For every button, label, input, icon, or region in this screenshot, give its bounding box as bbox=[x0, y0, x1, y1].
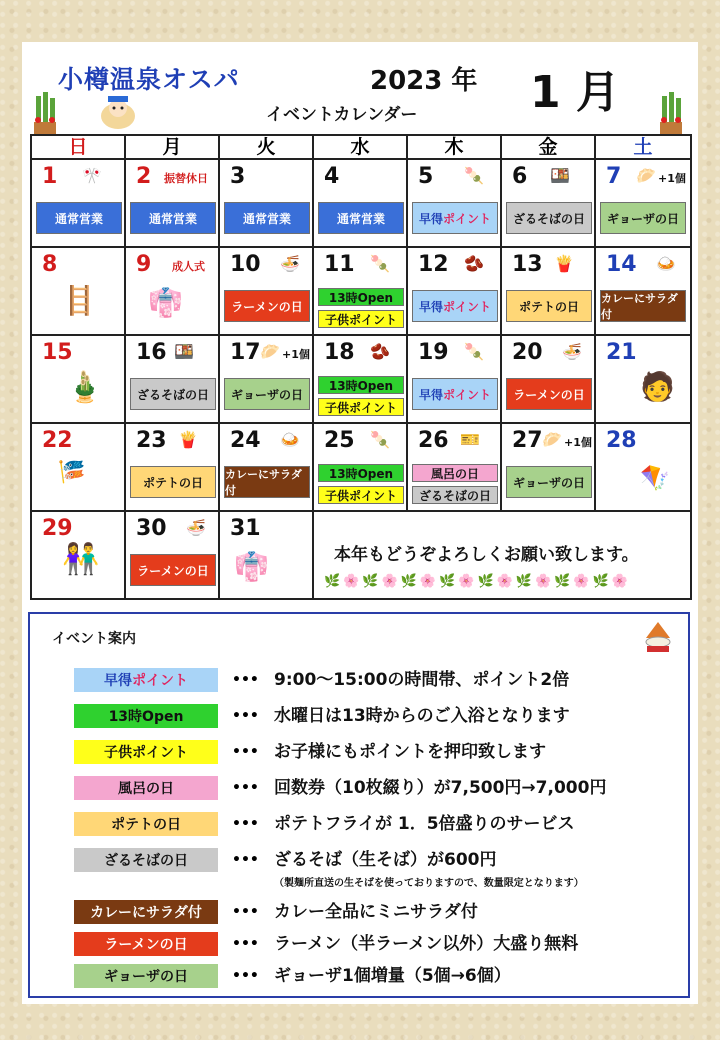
day-cell-23 bbox=[125, 423, 219, 511]
guide-row-curry bbox=[74, 900, 684, 926]
guide-dots: ••• bbox=[232, 816, 259, 832]
gyoza-icon: 🥟 bbox=[636, 166, 656, 185]
guide-row-gyoza bbox=[74, 964, 684, 990]
event-1300open: 13時Open bbox=[318, 464, 404, 482]
event-ramen: ラーメンの日 bbox=[506, 378, 592, 410]
dango-icon: 🍡 bbox=[370, 430, 390, 449]
day-cell-22 bbox=[31, 423, 125, 511]
calendar-grid bbox=[30, 134, 692, 600]
guide-desc-potato: ポテトフライが 1．5倍盛りのサービス bbox=[274, 814, 575, 834]
guide-chip-zaru: ざるそばの日 bbox=[74, 848, 218, 872]
event-kodomo: 子供ポイント bbox=[318, 398, 404, 416]
day-number: 1 bbox=[42, 164, 58, 189]
guide-dots: ••• bbox=[232, 744, 259, 760]
guide-dots: ••• bbox=[232, 852, 259, 868]
guide-dots: ••• bbox=[232, 936, 259, 952]
kadomatsu-right-icon bbox=[658, 92, 684, 140]
guide-dots: ••• bbox=[232, 672, 259, 688]
day-cell-18 bbox=[313, 335, 407, 423]
day-cell-2 bbox=[125, 159, 219, 247]
point-word: ポイント bbox=[443, 387, 492, 402]
guide-row-ramen bbox=[74, 932, 684, 958]
event-kodomo: 子供ポイント bbox=[318, 310, 404, 328]
guide-desc-kodomo: お子様にもポイントを押印致します bbox=[274, 742, 546, 762]
point-word: ポイント bbox=[443, 299, 492, 314]
day-cell-5 bbox=[407, 159, 501, 247]
calendar-month: 1 月 bbox=[530, 67, 620, 118]
day-cell-13 bbox=[501, 247, 595, 335]
day-cell-16 bbox=[125, 335, 219, 423]
guide-desc-curry: カレー全品にミニサラダ付 bbox=[274, 902, 478, 922]
flag-garland-icon: 🎏 bbox=[58, 460, 86, 485]
guide-desc-hayatoku: 9:00～15:00の時間帯、ポイント2倍 bbox=[274, 670, 570, 690]
day-number: 11 bbox=[324, 252, 355, 277]
day-cell-15 bbox=[31, 335, 125, 423]
bean-icon: 🫘 bbox=[464, 254, 484, 273]
day-cell-11 bbox=[313, 247, 407, 335]
weekday-header-row bbox=[31, 135, 691, 159]
event-gyoza: ギョーザの日 bbox=[506, 466, 592, 498]
day-number: 10 bbox=[230, 252, 261, 277]
event-gyoza: ギョーザの日 bbox=[600, 202, 686, 234]
day-number: 20 bbox=[512, 340, 543, 365]
plus-one-label: +1個 bbox=[658, 172, 686, 185]
bean-icon: 🫘 bbox=[370, 342, 390, 361]
day-cell-26 bbox=[407, 423, 501, 511]
point-word: ポイント bbox=[443, 211, 492, 226]
guide-chip-furo: 風呂の日 bbox=[74, 776, 218, 800]
day-cell-14 bbox=[595, 247, 691, 335]
weekday-sat: 土 bbox=[595, 135, 691, 159]
event-potato: ポテトの日 bbox=[130, 466, 216, 498]
new-year-greeting: 本年もどうぞよろしくお願い致します。 bbox=[334, 545, 639, 565]
week-row-3 bbox=[31, 335, 691, 423]
event-hayatoku: 早得 ポイント bbox=[412, 290, 498, 322]
day-number: 23 bbox=[136, 428, 167, 453]
day-number: 17 bbox=[230, 340, 261, 365]
greeting-cell bbox=[313, 511, 691, 599]
day-number: 2 bbox=[136, 164, 152, 189]
dango-icon: 🍡 bbox=[370, 254, 390, 273]
guide-note-zaru: （製麺所直送の生そばを使っておりますので、数量限定となります） bbox=[274, 878, 584, 889]
person-eating-icon: 🧑 bbox=[640, 370, 675, 403]
guide-title: イベント案内 bbox=[52, 631, 136, 647]
coming-of-age-people-icon: 👘 bbox=[148, 286, 183, 319]
day-cell-4 bbox=[313, 159, 407, 247]
day-cell-6 bbox=[501, 159, 595, 247]
weekday-thu: 木 bbox=[407, 135, 501, 159]
plus-one-label: +1個 bbox=[564, 436, 592, 449]
lucky-god-icon bbox=[98, 94, 138, 134]
weekday-sun: 日 bbox=[31, 135, 125, 159]
event-curry: カレーにサラダ付 bbox=[224, 466, 310, 498]
guide-chip-curry: カレーにサラダ付 bbox=[74, 900, 218, 924]
day-number: 14 bbox=[606, 252, 637, 277]
new-year-sun-icon: 🎌 bbox=[82, 166, 102, 185]
day-cell-19 bbox=[407, 335, 501, 423]
calendar-subtitle: イベントカレンダー bbox=[266, 105, 418, 125]
guide-row-zaru bbox=[74, 848, 684, 889]
event-zaru: ざるそばの日 bbox=[130, 378, 216, 410]
guide-chip-ramen: ラーメンの日 bbox=[74, 932, 218, 956]
guide-desc-gyoza: ギョーザ1個増量（5個→6個） bbox=[274, 966, 511, 986]
guide-row-kodomo bbox=[74, 740, 684, 766]
event-1300open: 13時Open bbox=[318, 376, 404, 394]
event-gyoza: ギョーザの日 bbox=[224, 378, 310, 410]
gyoza-icon: 🥟 bbox=[260, 342, 280, 361]
day-cell-27 bbox=[501, 423, 595, 511]
event-normal: 通常営業 bbox=[36, 202, 122, 234]
calendar-sheet bbox=[22, 42, 698, 1004]
event-normal: 通常営業 bbox=[224, 202, 310, 234]
guide-chip-hayatoku: 早得 ポイント bbox=[74, 668, 218, 692]
day-cell-9 bbox=[125, 247, 219, 335]
event-normal: 通常営業 bbox=[130, 202, 216, 234]
zaru-soba-icon: 🍱 bbox=[550, 166, 570, 185]
curry-icon: 🍛 bbox=[656, 254, 676, 273]
day-number: 9 bbox=[136, 252, 152, 277]
guide-desc-ramen: ラーメン（半ラーメン以外）大盛り無料 bbox=[274, 934, 579, 954]
day-cell-25 bbox=[313, 423, 407, 511]
weekday-wed: 水 bbox=[313, 135, 407, 159]
day-cell-8 bbox=[31, 247, 125, 335]
event-hayatoku: 早得 ポイント bbox=[412, 202, 498, 234]
day-cell-10 bbox=[219, 247, 313, 335]
weekday-mon: 月 bbox=[125, 135, 219, 159]
day-number: 18 bbox=[324, 340, 355, 365]
day-number: 8 bbox=[42, 252, 58, 277]
pine-garland-icon: 🌿🌸🌿🌸🌿🌸🌿🌸🌿🌸🌿🌸🌿🌸🌿🌸 bbox=[324, 574, 631, 589]
guide-dots: ••• bbox=[232, 780, 259, 796]
kite-flying-icon: 🪁 bbox=[640, 464, 670, 492]
kagami-mochi-icon bbox=[644, 622, 672, 656]
day-number: 29 bbox=[42, 516, 73, 541]
guide-chip-kodomo: 子供ポイント bbox=[74, 740, 218, 764]
day-number: 3 bbox=[230, 164, 246, 189]
weekday-fri: 金 bbox=[501, 135, 595, 159]
bath-ticket-icon: 🎫 bbox=[460, 430, 480, 449]
event-furo: 風呂の日 bbox=[412, 464, 498, 482]
guide-desc-zaru: ざるそば（生そば）が600円 bbox=[274, 850, 497, 870]
ramen-chef-icon: 🍜 bbox=[562, 342, 582, 361]
facility-title: 小樽温泉オスパ bbox=[58, 65, 240, 94]
day-cell-3 bbox=[219, 159, 313, 247]
event-ramen: ラーメンの日 bbox=[224, 290, 310, 322]
guide-dots: ••• bbox=[232, 708, 259, 724]
day-cell-31 bbox=[219, 511, 313, 599]
guide-dots: ••• bbox=[232, 904, 259, 920]
day-number: 15 bbox=[42, 340, 73, 365]
day-number: 5 bbox=[418, 164, 434, 189]
day-number: 16 bbox=[136, 340, 167, 365]
event-zaru: ざるそばの日 bbox=[506, 202, 592, 234]
week-row-1 bbox=[31, 159, 691, 247]
event-kodomo: 子供ポイント bbox=[318, 486, 404, 504]
day-number: 21 bbox=[606, 340, 637, 365]
curry-icon: 🍛 bbox=[280, 430, 300, 449]
day-number: 22 bbox=[42, 428, 73, 453]
day-cell-7 bbox=[595, 159, 691, 247]
plus-one-label: +1個 bbox=[282, 348, 310, 361]
event-1300open: 13時Open bbox=[318, 288, 404, 306]
day-number: 13 bbox=[512, 252, 543, 277]
ramen-chef-icon: 🍜 bbox=[186, 518, 206, 537]
dango-icon: 🍡 bbox=[464, 342, 484, 361]
event-normal: 通常営業 bbox=[318, 202, 404, 234]
potato-fries-icon: 🍟 bbox=[178, 430, 198, 449]
day-number: 25 bbox=[324, 428, 355, 453]
event-potato: ポテトの日 bbox=[506, 290, 592, 322]
guide-chip-gyoza: ギョーザの日 bbox=[74, 964, 218, 988]
potato-fries-icon: 🍟 bbox=[554, 254, 574, 273]
coming-of-age-label: 成人式 bbox=[172, 260, 205, 273]
week-row-5 bbox=[31, 511, 691, 599]
day-number: 30 bbox=[136, 516, 167, 541]
dango-icon: 🍡 bbox=[464, 166, 484, 185]
event-curry: カレーにサラダ付 bbox=[600, 290, 686, 322]
zaru-soba-icon: 🍱 bbox=[174, 342, 194, 361]
event-zaru: ざるそばの日 bbox=[412, 486, 498, 504]
guide-row-1300open bbox=[74, 704, 684, 730]
event-guide bbox=[28, 612, 690, 998]
day-number: 19 bbox=[418, 340, 449, 365]
holiday-label: 振替休日 bbox=[164, 172, 208, 185]
guide-chip-potato: ポテトの日 bbox=[74, 812, 218, 836]
guide-row-potato bbox=[74, 812, 684, 838]
firemen-ladder-icon: 🪜 bbox=[62, 284, 97, 317]
day-number: 28 bbox=[606, 428, 637, 453]
point-word: ポイント bbox=[132, 673, 188, 689]
day-cell-29 bbox=[31, 511, 125, 599]
kadomatsu-left-icon bbox=[32, 92, 58, 140]
day-cell-1 bbox=[31, 159, 125, 247]
guide-row-furo bbox=[74, 776, 684, 802]
week-row-2 bbox=[31, 247, 691, 335]
day-cell-30 bbox=[125, 511, 219, 599]
guide-row-hayatoku bbox=[74, 668, 684, 694]
calendar-year: 2023 年 bbox=[370, 66, 478, 96]
day-number: 7 bbox=[606, 164, 622, 189]
calendar-header bbox=[22, 42, 698, 134]
day-cell-20 bbox=[501, 335, 595, 423]
day-number: 6 bbox=[512, 164, 528, 189]
guide-dots: ••• bbox=[232, 968, 259, 984]
event-ramen: ラーメンの日 bbox=[130, 554, 216, 586]
day-number: 4 bbox=[324, 164, 340, 189]
kimono-couple-icon: 👘 bbox=[234, 550, 269, 583]
day-number: 27 bbox=[512, 428, 543, 453]
day-number: 26 bbox=[418, 428, 449, 453]
week-row-4 bbox=[31, 423, 691, 511]
event-hayatoku: 早得 ポイント bbox=[412, 378, 498, 410]
day-number: 31 bbox=[230, 516, 261, 541]
weekday-tue: 火 bbox=[219, 135, 313, 159]
guide-chip-1300open: 13時Open bbox=[74, 704, 218, 728]
day-cell-24 bbox=[219, 423, 313, 511]
day-cell-17 bbox=[219, 335, 313, 423]
lion-dance-icon: 🎍 bbox=[66, 370, 104, 405]
day-cell-12 bbox=[407, 247, 501, 335]
mochi-pounding-icon: 👫 bbox=[62, 542, 100, 577]
day-number: 12 bbox=[418, 252, 449, 277]
ramen-chef-icon: 🍜 bbox=[280, 254, 300, 273]
day-number: 24 bbox=[230, 428, 261, 453]
day-cell-28 bbox=[595, 423, 691, 511]
guide-desc-furo: 回数券（10枚綴り）が7,500円→7,000円 bbox=[274, 778, 607, 798]
gyoza-icon: 🥟 bbox=[542, 430, 562, 449]
guide-desc-1300open: 水曜日は13時からのご入浴となります bbox=[274, 706, 570, 726]
day-cell-21 bbox=[595, 335, 691, 423]
